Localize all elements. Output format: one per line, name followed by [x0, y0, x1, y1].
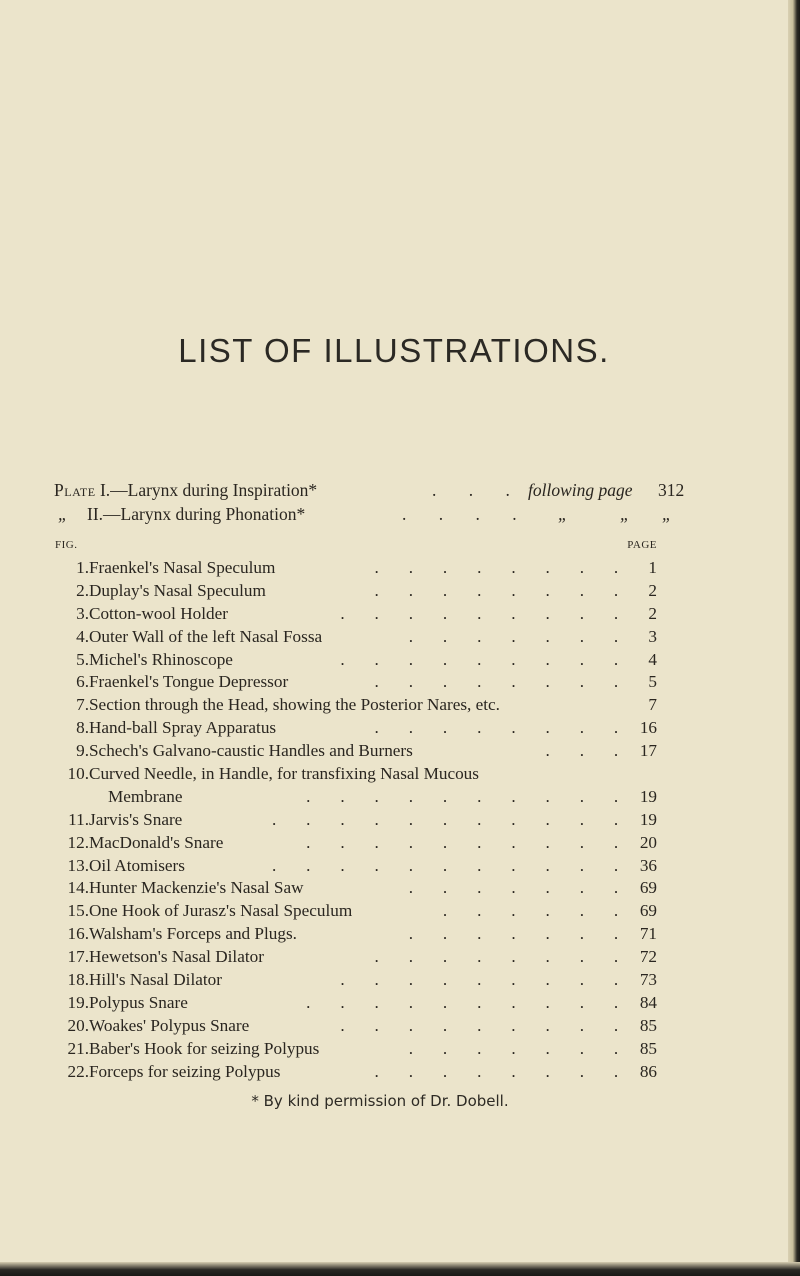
- figure-title: Woakes' Polypus Snare: [89, 1015, 250, 1035]
- dot-leaders: . . . . . .: [442, 901, 631, 921]
- figure-number: 10.: [67, 764, 89, 784]
- plate-page: 312: [658, 480, 685, 500]
- plate-caption: —Larynx during Inspiration*: [110, 480, 318, 500]
- plate-caption: —Larynx during Phonation*: [103, 504, 306, 524]
- figure-page: 2: [648, 603, 657, 623]
- figure-title: Walsham's Forceps and Plugs.: [89, 924, 297, 944]
- figure-page: 3: [648, 626, 657, 646]
- plate-leaders: . . . .: [402, 504, 531, 524]
- plate-number: II.: [87, 504, 104, 524]
- figure-number: 3.: [76, 603, 89, 623]
- ditto-mark: „: [58, 504, 68, 524]
- figure-number: 13.: [67, 855, 89, 875]
- plate-location: following page: [528, 480, 633, 500]
- figure-title: Hewetson's Nasal Dilator: [89, 947, 264, 967]
- figure-title: Oil Atomisers: [89, 855, 185, 875]
- list-item: [54, 1062, 657, 1085]
- plate-label: [54, 480, 317, 501]
- dot-leaders: . . . . . . . .: [374, 718, 631, 738]
- figure-title: Hunter Mackenzie's Nasal Saw: [89, 878, 304, 898]
- list-item: [54, 810, 657, 833]
- figure-number: 14.: [67, 878, 89, 898]
- figure-title: Schech's Galvano-caustic Handles and Burners: [89, 741, 413, 761]
- list-item: [54, 695, 657, 718]
- dot-leaders: . . . . . . . . . . .: [271, 809, 631, 829]
- figure-title: Duplay's Nasal Speculum: [89, 580, 266, 600]
- figure-page: 19: [639, 809, 657, 829]
- figure-page: 2: [648, 580, 657, 600]
- figure-title: Outer Wall of the left Nasal Fossa: [89, 626, 323, 646]
- figure-page: 85: [639, 1038, 657, 1058]
- dot-leaders: . . . . . . . . . .: [306, 992, 631, 1012]
- figure-title: MacDonald's Snare: [89, 832, 224, 852]
- figure-page: 85: [639, 1015, 657, 1035]
- figure-number: 1.: [76, 558, 89, 577]
- figure-page: 36: [639, 855, 657, 875]
- dot-leaders: . . . . . . . . .: [340, 603, 631, 623]
- ditto-mark: „: [620, 504, 630, 524]
- figure-title: Forceps for seizing Polypus: [89, 1061, 281, 1081]
- fig-header: FIG.: [55, 539, 78, 551]
- figure-number: 12.: [67, 832, 89, 852]
- list-item: [54, 764, 657, 787]
- dot-leaders: . . . . . . .: [408, 924, 631, 944]
- dot-leaders: . . . . . . . . .: [340, 1015, 631, 1035]
- plates-list: [54, 480, 714, 528]
- figure-page: 4: [648, 649, 657, 669]
- figure-number: 15.: [67, 901, 89, 921]
- figure-number: 11.: [68, 809, 89, 829]
- figure-title: Jarvis's Snare: [89, 809, 183, 829]
- figure-page: 69: [639, 901, 657, 921]
- list-item: [54, 741, 657, 764]
- figure-number: 20.: [67, 1015, 89, 1035]
- figure-page: 16: [639, 718, 657, 738]
- figure-page: 5: [648, 672, 657, 692]
- plate-row: [54, 504, 714, 528]
- figure-number: 17.: [67, 947, 89, 967]
- dot-leaders: . . . . . . .: [408, 878, 631, 898]
- dot-leaders: . . . . . . . .: [374, 947, 631, 967]
- dot-leaders: . . . . . . . . . . .: [271, 855, 631, 875]
- dot-leaders: . . . . . . .: [408, 626, 631, 646]
- plate-row: [54, 480, 714, 504]
- figure-title: Curved Needle, in Handle, for transfixing Nasal Mucous: [89, 764, 479, 784]
- figure-title: Section through the Head, showing the Posterior Nares, etc.: [89, 695, 500, 715]
- figure-title: Hill's Nasal Dilator: [89, 970, 222, 990]
- list-item: [54, 650, 657, 673]
- page-title: LIST OF ILLUSTRATIONS.: [178, 332, 610, 369]
- list-item: [54, 856, 657, 879]
- figure-page: 1: [648, 558, 657, 577]
- figure-number: 21.: [67, 1038, 89, 1058]
- ditto-mark: „: [662, 504, 672, 524]
- list-item: [54, 901, 657, 924]
- list-item: [54, 581, 657, 604]
- figure-page: 7: [648, 695, 657, 715]
- dot-leaders: . . . . . . . .: [374, 672, 631, 692]
- figure-number: 5.: [76, 649, 89, 669]
- footnote: * By kind permission of Dr. Dobell.: [251, 1092, 509, 1110]
- figure-title: Polypus Snare: [89, 992, 188, 1012]
- list-item: [54, 1039, 657, 1062]
- figure-page: 71: [639, 924, 657, 944]
- figure-number: 16.: [67, 924, 89, 944]
- list-item: [54, 718, 657, 741]
- plate-leaders: . . .: [432, 480, 524, 500]
- figure-title: One Hook of Jurasz's Nasal Speculum: [89, 901, 353, 921]
- dot-leaders: . . . . . . . . . .: [306, 786, 631, 806]
- plate-label: [87, 504, 305, 525]
- figure-number: 8.: [76, 718, 89, 738]
- figure-title: Hand-ball Spray Apparatus: [89, 718, 277, 738]
- figure-title: Cotton-wool Holder: [89, 603, 228, 623]
- page-edge: [0, 1262, 800, 1276]
- figure-title: Baber's Hook for seizing Polypus: [89, 1038, 320, 1058]
- figure-title: Membrane: [108, 786, 183, 806]
- figure-page: 19: [639, 786, 657, 806]
- page-header: PAGE: [627, 539, 657, 551]
- figure-number: 2.: [76, 580, 89, 600]
- figure-page: 73: [639, 970, 657, 990]
- list-item: [54, 833, 657, 856]
- figure-page: 20: [639, 832, 657, 852]
- figure-number: 19.: [67, 992, 89, 1012]
- list-item: [54, 878, 657, 901]
- figure-page: 86: [639, 1061, 657, 1081]
- dot-leaders: . . . . . . . . .: [340, 649, 631, 669]
- dot-leaders: . . . . . . . .: [374, 1061, 631, 1081]
- dot-leaders: . . . . . . . .: [374, 558, 631, 577]
- plate-number: I.: [99, 480, 111, 500]
- dot-leaders: . . . . . . . . .: [340, 970, 631, 990]
- page-edge: [788, 0, 800, 1276]
- list-item: [54, 558, 657, 581]
- list-item: [54, 970, 657, 993]
- list-item: [54, 1016, 657, 1039]
- figure-title: Michel's Rhinoscope: [89, 649, 233, 669]
- figure-title: Fraenkel's Nasal Speculum: [89, 558, 276, 577]
- list-item: [54, 924, 657, 947]
- figure-page: 72: [639, 947, 657, 967]
- figure-page: 17: [639, 741, 657, 761]
- list-item: [54, 787, 657, 810]
- list-item: [54, 993, 657, 1016]
- dot-leaders: . . . . . . .: [408, 1038, 631, 1058]
- list-item: [54, 672, 657, 695]
- figure-title: Fraenkel's Tongue Depressor: [89, 672, 289, 692]
- figure-number: 18.: [67, 970, 89, 990]
- figure-number: 7.: [76, 695, 89, 715]
- figure-number: 4.: [76, 626, 89, 646]
- figure-page: 69: [639, 878, 657, 898]
- dot-leaders: . . . . . . . . . .: [306, 832, 631, 852]
- figure-number: 6.: [76, 672, 89, 692]
- list-item: [54, 604, 657, 627]
- figure-number: 22.: [67, 1061, 89, 1081]
- plate-prefix: Plate: [54, 480, 96, 500]
- figures-list: [54, 558, 657, 1084]
- figure-page: 84: [639, 992, 657, 1012]
- list-item: [54, 627, 657, 650]
- dot-leaders: . . . . . . . .: [374, 580, 631, 600]
- dot-leaders: . . .: [545, 741, 631, 761]
- figure-number: 9.: [76, 741, 89, 761]
- list-item: [54, 947, 657, 970]
- ditto-mark: „: [558, 504, 568, 524]
- column-headers: [54, 539, 657, 555]
